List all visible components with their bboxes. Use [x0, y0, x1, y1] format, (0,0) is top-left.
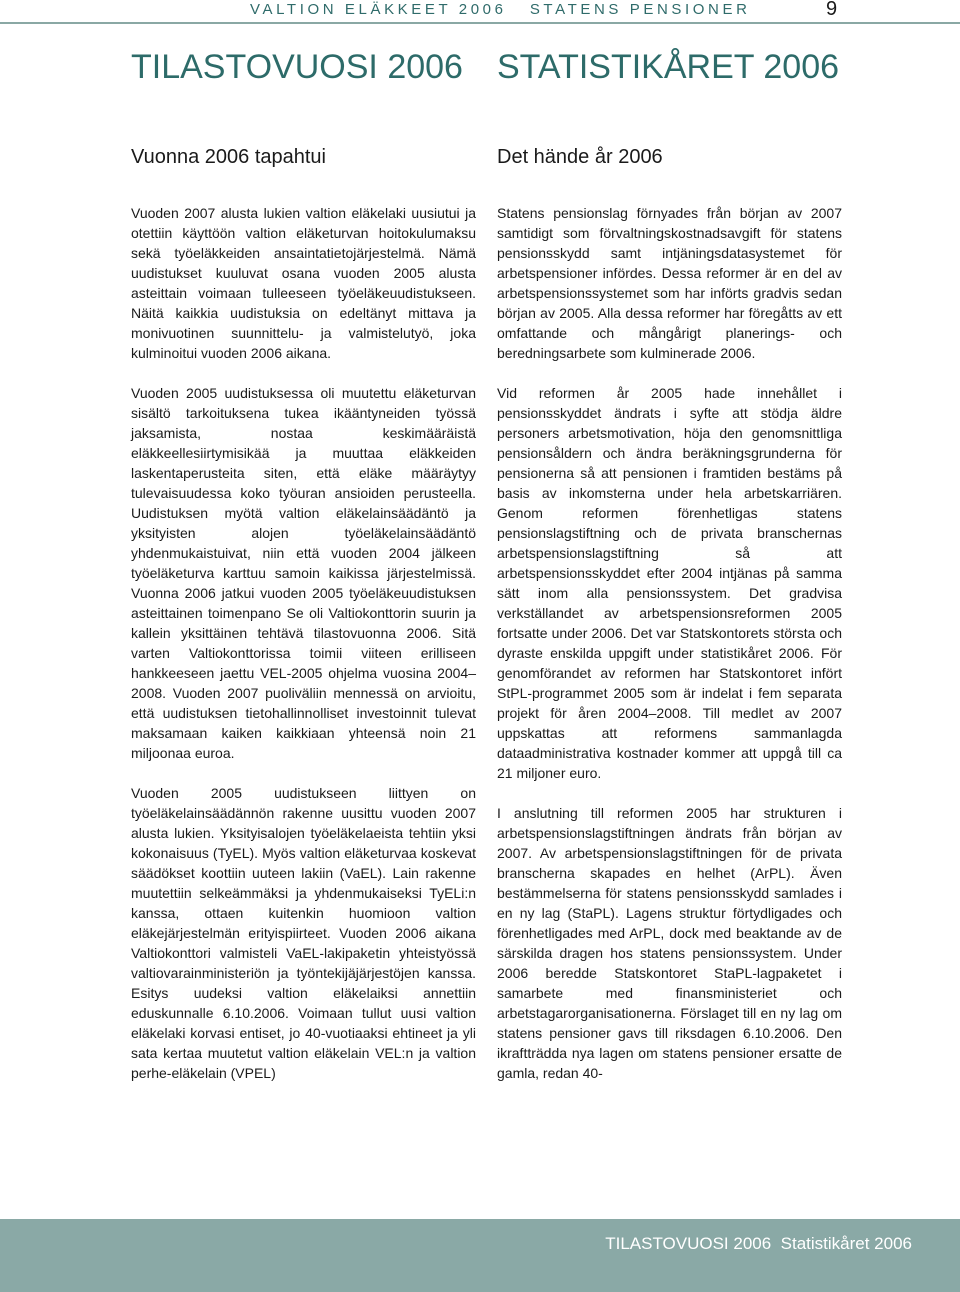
swedish-main-title: STATISTIKÅRET 2006	[497, 48, 840, 86]
page-number: 9	[826, 0, 838, 20]
running-title: VALTION ELÄKKEET 2006 STATENS PENSIONER	[250, 1, 751, 18]
swedish-section-heading: Det hände år 2006	[497, 146, 663, 168]
finnish-paragraph-1: Vuoden 2007 alusta lukien valtion eläkelaki uusiutui ja otettiin käyttöön valtion eläketurvan hoitokulumaksu sekä työeläkkeiden ansaintatietojärjestelmä. Nämä uudistukset kuuluvat osana vuoden 2005 alusta asteittain voimaan tulleeseen työeläkeuudistukseen. Näitä kaikkia uudistuksia on edeltänyt mittava ja monivuotinen suunnittelu- ja valmistelutyö, joka kulminoitui vuoden 2006 aikana.	[131, 205, 476, 361]
swedish-paragraph-3: I anslutning till reformen 2005 har strukturen i arbetspensionslagstiftningen ändrats från början av 2007. Av arbetspensionslagstiftningen för de privata branscherna skapades en helhet (ArPL). Även bestämmelserna för statens pensionsskydd samlades i en ny lag (StaPL). Lagens struktur förtydligades och förenhetligades med ArPL, dock med beaktande av de särskilda dragen hos statens pensionssystem. Under 2006 beredde Statskontoret StaPL-lagpaketet i samarbete med finansministeriet och arbetstagarorganisationerna. Förslaget till en ny lag om statens pensioner gavs till riksdagen 6.10.2006. Den ikraftträdda nya lagen om statens pensioner ersatte de gamla, redan 40-	[497, 805, 842, 1081]
footer-band	[0, 1219, 960, 1292]
swedish-paragraph-1: Statens pensionslag förnyades från början av 2007 samtidigt som förvaltningskostnadsavgift för statens pensionsskydd samt intjäningsdatasystemet för arbetspensioner infördes. Dessa reformer är en del av arbetspensionssystemet som har införts gradvis sedan början av 2005. Alla dessa reformer har föregåtts av ett omfattande och mångårigt planerings- och beredningsarbete som kulminerade 2006.	[497, 205, 842, 361]
footer-text: TILASTOVUOSI 2006 Statistikåret 2006	[605, 1234, 912, 1253]
finnish-paragraph-2: Vuoden 2005 uudistuksessa oli muutettu eläketurvan sisältö tarkoituksena tukea ikääntyneiden työssä jaksamista, nostaa keskimääräistä eläkkeellesiirtymisikää ja muuttaa eläkkeiden laskentaperusteita siten, että eläke määräytyy tulevaisuudessa koko työuran ansioiden perusteella. Uudistuksen myötä valtion eläkelainsäädäntö ja yksityisten alojen työeläkelainsäädäntö yhdenmukaistuivat, niin että vuoden 2004 jälkeen työeläketurva karttuu samoin kaikissa järjestelmissä. Vuonna 2006 jatkui vuoden 2005 työeläkeuudistuksen asteittainen toimenpano Se oli Valtiokonttorin suurin ja kallein yksittäinen tehtävä tilastovuonna 2006. Sitä varten Valtiokonttorissa toimii viiteen erilliseen hankkeeseen jaettu VEL-2005 ohjelma vuosina 2004–2008. Vuoden 2007 puoliväliin mennessä on arvioitu, että uudistuksen tietohallinnolliset investoinnit tulevat maksamaan kaiken kaikkiaan yhteensä noin 21 miljoonaa euroa.	[131, 385, 476, 761]
swedish-paragraph-2: Vid reformen år 2005 hade innehållet i pensionsskyddet ändrats i syfte att stödja äldre personers arbetsmotivation, höja den genomsnittliga pensionsåldern och ändra beräkningsgrunderna för pensionerna så att pensionen i framtiden bestäms på basis av inkomsterna under hela arbetskarriären. Genom reformen förenhetligas statens pensionslagstiftning och de privata branschernas arbetspensionslagstiftning så att arbetspensionsskyddet efter 2004 intjänas på samma sätt inom alla pensionssystem. Det gradvisa verkställandet av arbetspensionsreformen 2005 fortsatte under 2006. Det var Statskontorets största och dyraste enskilda uppgift under statistikåret 2006. För genomförandet av reformen har Statskontoret infört StPL-programmet 2005 som är indelat i fem separata projekt för åren 2004–2008. Till medlet av 2007 uppskattas att reformens sammanlagda dataadministrativa kostnader kommer att uppgå till ca 21 miljoner euro.	[497, 385, 842, 781]
running-header	[0, 0, 960, 24]
finnish-main-title: TILASTOVUOSI 2006	[131, 48, 463, 86]
finnish-paragraph-3: Vuoden 2005 uudistukseen liittyen on työeläkelainsäädännön rakenne uusittu vuoden 2007 alusta lukien. Yksityisalojen työeläkelaeista tehtiin yksi kokonaisuus (TyEL). Myös valtion eläketurvaa koskevat säädökset koottiin uuteen lakiin (VaEL). Lain rakenne muutettiin selkeämmäksi ja yhdenmukaiseksi TyELi:n kanssa, ottaen kuitenkin huomioon valtion eläkejärjestelmän erityispiirteet. Vuoden 2006 aikana Valtiokonttori valmisteli VaEL-lakipaketin yhteistyössä valtiovarainministeriön ja työntekijäjärjestöjen kanssa. Esitys uudeksi valtion eläkelaiksi annettiin eduskunnalle 6.10.2006. Voimaan tullut uusi valtion eläkelaki korvasi entiset, jo 40-vuotiaaksi ehtineet ja yli sata kertaa muutetut valtion eläkelain VEL:n ja valtion perhe-eläkelain (VPEL)	[131, 785, 476, 1081]
finnish-section-heading: Vuonna 2006 tapahtui	[131, 146, 326, 168]
finnish-column	[131, 146, 476, 1103]
swedish-column	[497, 146, 842, 1103]
